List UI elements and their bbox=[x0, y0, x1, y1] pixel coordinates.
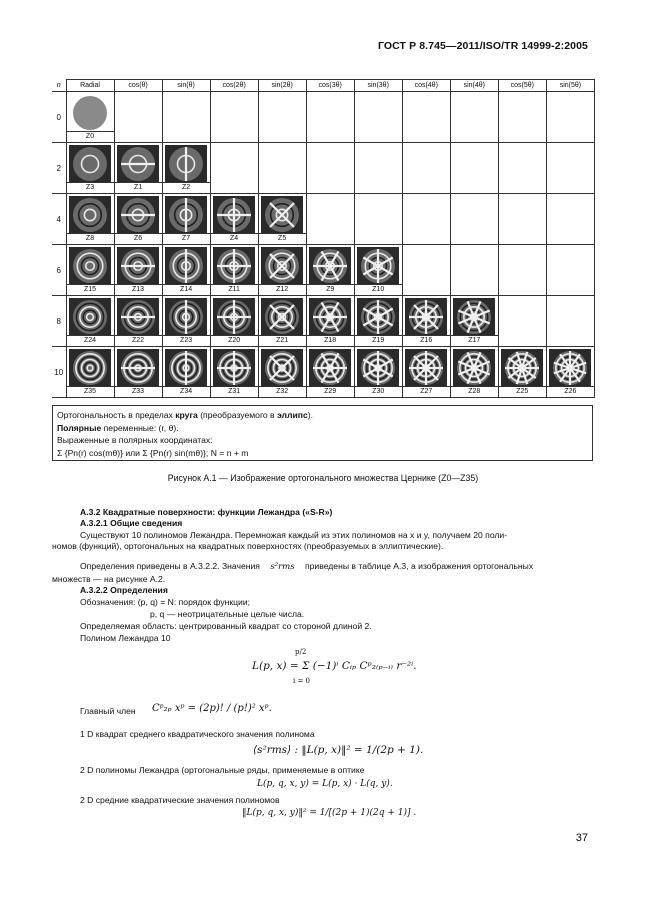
page-number: 37 bbox=[575, 832, 588, 844]
zernike-pattern-image bbox=[117, 196, 159, 234]
zernike-cell bbox=[210, 347, 258, 398]
zernike-cell bbox=[354, 245, 402, 296]
zernike-label: Z17 bbox=[451, 335, 498, 346]
zernike-label: Z19 bbox=[355, 335, 402, 346]
zernike-label: Z31 bbox=[211, 386, 258, 397]
empty-cell bbox=[306, 92, 354, 143]
rms-formula: ⟨s²rms⟩ : ‖L(p, x)‖² = 1/(2p + 1). bbox=[253, 744, 424, 756]
zernike-pattern-image bbox=[165, 196, 207, 234]
zernike-label: Z14 bbox=[163, 284, 210, 295]
empty-cell bbox=[306, 194, 354, 245]
zernike-label: Z28 bbox=[451, 386, 498, 397]
empty-cell bbox=[498, 296, 546, 347]
properties-box bbox=[52, 405, 593, 461]
zernike-label: Z32 bbox=[259, 386, 306, 397]
empty-cell bbox=[546, 194, 594, 245]
zernike-label: Z29 bbox=[307, 386, 354, 397]
zernike-cell bbox=[258, 347, 306, 398]
empty-cell bbox=[546, 92, 594, 143]
figure-caption: Рисунок А.1 — Изображение ортогонального множества Цернике (Z0—Z35) bbox=[167, 473, 479, 483]
empty-cell bbox=[258, 92, 306, 143]
zernike-cell bbox=[162, 143, 210, 194]
zernike-label: Z15 bbox=[67, 284, 114, 295]
zernike-cell bbox=[498, 347, 546, 398]
definition-line: Определяемая область: центрированный квадрат со стороной длиной 2. bbox=[80, 621, 372, 631]
pattern-disk bbox=[73, 300, 107, 334]
empty-cell bbox=[450, 92, 498, 143]
zernike-cell bbox=[306, 347, 354, 398]
table-row bbox=[52, 347, 595, 398]
zernike-label: Z10 bbox=[355, 284, 402, 295]
zernike-label: Z30 bbox=[355, 386, 402, 397]
zernike-label: Z34 bbox=[163, 386, 210, 397]
zernike-pattern-image bbox=[69, 349, 111, 387]
table-row bbox=[52, 296, 595, 347]
zernike-table bbox=[52, 79, 595, 398]
zernike-cell bbox=[258, 296, 306, 347]
empty-cell bbox=[402, 245, 450, 296]
zernike-label: Z1 bbox=[115, 182, 162, 193]
zernike-cell bbox=[210, 296, 258, 347]
zernike-cell bbox=[402, 296, 450, 347]
zernike-pattern-image bbox=[117, 298, 159, 336]
zernike-pattern-image bbox=[69, 145, 111, 183]
zernike-label: Z24 bbox=[67, 335, 114, 346]
pattern-disk bbox=[73, 249, 107, 283]
zernike-pattern-image bbox=[165, 145, 207, 183]
zernike-cell bbox=[402, 347, 450, 398]
paragraph-line: Существуют 10 полиномов Лежандра. Перемножая каждый из этих полиномов на x и y, получаем 20 поли- bbox=[80, 530, 508, 540]
zernike-cell bbox=[66, 194, 114, 245]
empty-cell bbox=[498, 194, 546, 245]
row-order-label: 4 bbox=[52, 194, 66, 245]
zernike-label: Z9 bbox=[307, 284, 354, 295]
zernike-cell bbox=[66, 296, 114, 347]
zernike-label: Z4 bbox=[211, 233, 258, 244]
definition-line: p, q — неотрицательные целые числа. bbox=[150, 609, 305, 619]
zernike-cell bbox=[162, 347, 210, 398]
zernike-label: Z8 bbox=[67, 233, 114, 244]
n-column-header: n bbox=[52, 80, 66, 92]
list-item: 2 D полиномы Лежандра (ортогональные ряды, применяемые в оптике bbox=[80, 765, 365, 775]
zernike-cell bbox=[546, 347, 594, 398]
paragraph-line: множеств — на рисунке А.2. bbox=[52, 574, 166, 584]
zernike-label: Z0 bbox=[67, 131, 114, 142]
row-order-label: 2 bbox=[52, 143, 66, 194]
zernike-pattern-image bbox=[501, 349, 543, 387]
zernike-cell bbox=[114, 296, 162, 347]
zernike-label: Z21 bbox=[259, 335, 306, 346]
empty-cell bbox=[498, 143, 546, 194]
zernike-pattern-image bbox=[213, 247, 255, 285]
zernike-label: Z11 bbox=[211, 284, 258, 295]
zernike-label: Z20 bbox=[211, 335, 258, 346]
empty-cell bbox=[354, 143, 402, 194]
column-header: Radial bbox=[66, 80, 114, 92]
zernike-cell bbox=[66, 143, 114, 194]
zernike-cell bbox=[258, 245, 306, 296]
column-header: cos(3θ) bbox=[306, 80, 354, 92]
subsection-heading: А.3.2.2 Определения bbox=[80, 585, 168, 595]
empty-cell bbox=[354, 194, 402, 245]
zernike-cell bbox=[306, 296, 354, 347]
row-order-label: 8 bbox=[52, 296, 66, 347]
column-header: cos(4θ) bbox=[402, 80, 450, 92]
zernike-cell bbox=[114, 143, 162, 194]
zernike-label: Z33 bbox=[115, 386, 162, 397]
paragraph-line: номов (функций), ортогональных на квадратных поверхностях (преобразуемых в эллиптические). bbox=[52, 541, 444, 551]
empty-cell bbox=[546, 143, 594, 194]
zernike-pattern-image bbox=[261, 298, 303, 336]
zernike-cell bbox=[162, 194, 210, 245]
zernike-cell bbox=[114, 245, 162, 296]
empty-cell bbox=[450, 143, 498, 194]
zernike-pattern-image bbox=[213, 196, 255, 234]
empty-cell bbox=[354, 92, 402, 143]
zernike-label: Z6 bbox=[115, 233, 162, 244]
empty-cell bbox=[162, 92, 210, 143]
zernike-cell bbox=[162, 245, 210, 296]
zernike-pattern-image bbox=[213, 349, 255, 387]
zernike-pattern-image bbox=[69, 94, 111, 132]
zernike-label: Z35 bbox=[67, 386, 114, 397]
list-item: 1 D квадрат среднего квадратического значения полинома bbox=[80, 729, 315, 739]
leading-term-label: Главный член bbox=[80, 706, 136, 716]
zernike-pattern-image bbox=[357, 349, 399, 387]
zernike-pattern-image bbox=[69, 298, 111, 336]
list-item: 2 D средние квадратические значения полиномов bbox=[80, 795, 280, 805]
zernike-pattern-image bbox=[309, 247, 351, 285]
table-row bbox=[52, 143, 595, 194]
properties-line: Ортогональность в пределах круга (преобразуемого в эллипс). bbox=[57, 410, 313, 420]
zernike-label: Z26 bbox=[547, 386, 594, 397]
zernike-cell bbox=[306, 245, 354, 296]
zernike-cell bbox=[210, 194, 258, 245]
zernike-label: Z18 bbox=[307, 335, 354, 346]
zernike-pattern-image bbox=[309, 298, 351, 336]
document-header: ГОСТ Р 8.745—2011/ISO/TR 14999-2:2005 bbox=[377, 40, 588, 52]
zernike-cell bbox=[114, 194, 162, 245]
zernike-label: Z13 bbox=[115, 284, 162, 295]
zernike-pattern-image bbox=[405, 298, 447, 336]
table-row bbox=[52, 92, 595, 143]
table-row bbox=[52, 194, 595, 245]
zernike-label: Z27 bbox=[403, 386, 450, 397]
leading-term-formula: Cᵖ₂ₚ xᵖ = (2p)! / (p!)² xᵖ. bbox=[152, 703, 272, 714]
column-header: sin(4θ) bbox=[450, 80, 498, 92]
pattern-disk bbox=[73, 96, 107, 130]
empty-cell bbox=[402, 92, 450, 143]
zernike-label: Z16 bbox=[403, 335, 450, 346]
empty-cell bbox=[258, 143, 306, 194]
definition-line: Обозначения: (p, q) = N: порядок функции; bbox=[80, 597, 251, 607]
empty-cell bbox=[402, 194, 450, 245]
zernike-pattern-image bbox=[549, 349, 591, 387]
zernike-label: Z23 bbox=[163, 335, 210, 346]
properties-line: Полярные переменные: (r, θ). bbox=[57, 422, 179, 433]
empty-cell bbox=[498, 245, 546, 296]
table-header-row bbox=[52, 80, 595, 92]
zernike-label: Z12 bbox=[259, 284, 306, 295]
column-header: cos(5θ) bbox=[498, 80, 546, 92]
legendre-formula: L(p, x) = Σ (−1)ⁱ Cᵢₚ Cᵖ₂₍ₚ₋ᵢ₎ r⁻²ⁱ. bbox=[252, 660, 417, 672]
zernike-pattern-image bbox=[309, 349, 351, 387]
zernike-label: Z7 bbox=[163, 233, 210, 244]
column-header: sin(5θ) bbox=[546, 80, 594, 92]
zernike-pattern-image bbox=[261, 349, 303, 387]
zernike-pattern-image bbox=[261, 196, 303, 234]
empty-cell bbox=[114, 92, 162, 143]
column-header: sin(2θ) bbox=[258, 80, 306, 92]
empty-cell bbox=[210, 143, 258, 194]
zernike-cell bbox=[450, 347, 498, 398]
row-order-label: 6 bbox=[52, 245, 66, 296]
zernike-pattern-image bbox=[117, 145, 159, 183]
subsection-heading: А.3.2.1 Общие сведения bbox=[80, 518, 183, 528]
empty-cell bbox=[402, 143, 450, 194]
zernike-pattern-image bbox=[69, 247, 111, 285]
column-header: cos(2θ) bbox=[210, 80, 258, 92]
zernike-pattern-image bbox=[165, 298, 207, 336]
zernike-label: Z22 bbox=[115, 335, 162, 346]
zernike-label: Z5 bbox=[259, 233, 306, 244]
column-header: sin(θ) bbox=[162, 80, 210, 92]
column-header: cos(θ) bbox=[114, 80, 162, 92]
paragraph-line: Определения приведены в А.3.2.2. Значения s²rms приведены в таблице А.3, а изображения ортогональных bbox=[80, 561, 534, 572]
zernike-cell bbox=[258, 194, 306, 245]
zernike-pattern-image bbox=[69, 196, 111, 234]
zernike-pattern-image bbox=[165, 349, 207, 387]
zernike-pattern-image bbox=[453, 298, 495, 336]
zernike-cell bbox=[354, 347, 402, 398]
zernike-cell bbox=[114, 347, 162, 398]
zernike-cell bbox=[450, 296, 498, 347]
zernike-cell bbox=[66, 92, 114, 143]
row-order-label: 0 bbox=[52, 92, 66, 143]
product-formula: L(p, q, x, y) = L(p, x) · L(q, y). bbox=[257, 779, 393, 789]
sum-upper-limit: p/2 bbox=[295, 648, 307, 656]
empty-cell bbox=[546, 296, 594, 347]
empty-cell bbox=[498, 92, 546, 143]
empty-cell bbox=[306, 143, 354, 194]
empty-cell bbox=[210, 92, 258, 143]
norm-formula: ‖L(p, q, x, y)‖² = 1/[(2p + 1)(2q + 1)] . bbox=[242, 808, 417, 818]
definition-line: Полином Лежандра 10 bbox=[80, 633, 171, 643]
pattern-disk bbox=[73, 147, 107, 181]
zernike-pattern-image bbox=[357, 247, 399, 285]
zernike-pattern-image bbox=[453, 349, 495, 387]
zernike-pattern-image bbox=[213, 298, 255, 336]
zernike-pattern-image bbox=[357, 298, 399, 336]
properties-line: Σ {Pn(r) cos(mθ)} или Σ {Pn(r) sin(mθ)}; N = n + m bbox=[57, 447, 249, 458]
zernike-cell bbox=[66, 347, 114, 398]
zernike-label: Z3 bbox=[67, 182, 114, 193]
zernike-pattern-image bbox=[405, 349, 447, 387]
empty-cell bbox=[450, 194, 498, 245]
row-order-label: 10 bbox=[52, 347, 66, 398]
zernike-cell bbox=[162, 296, 210, 347]
zernike-label: Z25 bbox=[499, 386, 546, 397]
zernike-cell bbox=[354, 296, 402, 347]
zernike-pattern-image bbox=[117, 349, 159, 387]
table-row bbox=[52, 245, 595, 296]
zernike-pattern-image bbox=[165, 247, 207, 285]
zernike-label: Z2 bbox=[163, 182, 210, 193]
empty-cell bbox=[546, 245, 594, 296]
column-header: sin(3θ) bbox=[354, 80, 402, 92]
empty-cell bbox=[450, 245, 498, 296]
zernike-pattern-image bbox=[261, 247, 303, 285]
zernike-cell bbox=[66, 245, 114, 296]
sum-lower-limit: i = 0 bbox=[293, 677, 311, 685]
zernike-pattern-image bbox=[117, 247, 159, 285]
zernike-cell bbox=[210, 245, 258, 296]
section-heading: А.3.2 Квадратные поверхности: функции Лежандра («S-R») bbox=[80, 507, 333, 517]
properties-line: Выраженные в полярных координатах: bbox=[57, 435, 213, 445]
